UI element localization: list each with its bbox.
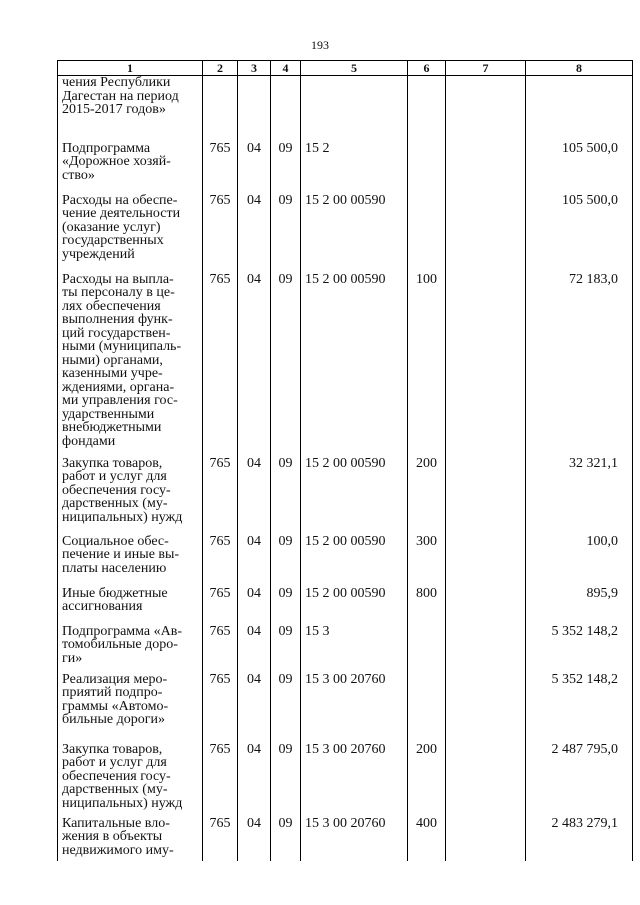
section-code: 04 [238, 743, 271, 817]
amount: 2 483 279,1 [526, 817, 633, 861]
subsection-code: 09 [271, 457, 301, 535]
section-code [238, 76, 271, 142]
expense-type-code [408, 76, 446, 142]
description-line: Дагестан на период [62, 88, 179, 104]
subsection-code: 09 [271, 673, 301, 743]
description-line: ми управления гос- [62, 393, 178, 408]
ministry-code: 765 [203, 743, 238, 817]
ministry-code: 765 [203, 535, 238, 587]
row-description [58, 817, 203, 861]
amount: 32 321,1 [526, 457, 633, 535]
target-article-code: 15 3 00 20760 [301, 743, 408, 817]
section-code: 04 [238, 817, 271, 861]
target-article-code: 15 3 [301, 625, 408, 673]
description-line: ство» [62, 167, 95, 183]
column-7-value [446, 457, 526, 535]
row-description [58, 194, 203, 273]
table-row [58, 76, 633, 142]
column-7-value [446, 817, 526, 861]
section-code: 04 [238, 535, 271, 587]
expense-type-code [408, 194, 446, 273]
subsection-code: 09 [271, 535, 301, 587]
description-line: обеспечения госу- [62, 768, 171, 784]
expense-type-code [408, 142, 446, 194]
description-line: Реализация меро- [62, 671, 168, 687]
column-header: 3 [238, 61, 271, 76]
ministry-code: 765 [203, 625, 238, 673]
description-line: государственных [62, 233, 164, 248]
description-line: ций государствен- [62, 325, 171, 341]
subsection-code: 09 [271, 587, 301, 625]
description-line: Подпрограмма «Ав- [62, 623, 182, 639]
row-description [58, 673, 203, 743]
description-line: томобильные доро- [62, 637, 178, 652]
row-description [58, 457, 203, 535]
amount: 105 500,0 [526, 142, 633, 194]
description-line: лях обеспечения [62, 298, 161, 314]
amount [526, 76, 633, 142]
column-7-value [446, 273, 526, 457]
target-article-code: 15 2 00 00590 [301, 273, 408, 457]
description-line: ниципальных) нужд [62, 509, 183, 525]
description-line: жения в объекты [62, 829, 163, 844]
row-description [58, 142, 203, 194]
description-line: «Дорожное хозяй- [62, 154, 171, 169]
subsection-code [271, 76, 301, 142]
target-article-code [301, 76, 408, 142]
description-line: недвижимого иму- [62, 842, 174, 858]
description-line: выполнения функ- [62, 312, 173, 327]
description-line: дарственных (му- [62, 496, 168, 511]
table-row [58, 142, 633, 194]
amount: 5 352 148,2 [526, 673, 633, 743]
expense-type-code: 300 [408, 535, 446, 587]
table-row [58, 273, 633, 457]
description-line: ты персоналу в це- [62, 285, 175, 300]
section-code: 04 [238, 673, 271, 743]
subsection-code: 09 [271, 142, 301, 194]
subsection-code: 09 [271, 625, 301, 673]
target-article-code: 15 2 00 00590 [301, 587, 408, 625]
table-row [58, 817, 633, 861]
description-line: ниципальных) нужд [62, 795, 183, 811]
description-line: работ и услуг для [62, 469, 167, 484]
amount: 5 352 148,2 [526, 625, 633, 673]
column-header: 5 [301, 61, 408, 76]
table-row [58, 194, 633, 273]
row-description [58, 625, 203, 673]
expense-type-code: 100 [408, 273, 446, 457]
subsection-code: 09 [271, 194, 301, 273]
description-line: бильные дороги» [62, 712, 165, 727]
table-row [58, 535, 633, 587]
description-line: ными) органами, [62, 352, 163, 368]
table-row [58, 673, 633, 743]
description-line: приятий подпро- [62, 685, 163, 700]
budget-table [57, 60, 633, 861]
expense-type-code [408, 673, 446, 743]
target-article-code: 15 3 00 20760 [301, 673, 408, 743]
description-line: печение и иные вы- [62, 547, 180, 562]
description-line: Расходы на выпла- [62, 271, 174, 287]
table-row [58, 625, 633, 673]
description-line: граммы «Автомо- [62, 698, 169, 714]
target-article-code: 15 2 00 00590 [301, 535, 408, 587]
row-description [58, 273, 203, 457]
ministry-code: 765 [203, 673, 238, 743]
description-line: чения Республики [62, 75, 171, 90]
description-line: Подпрограмма [62, 140, 151, 156]
target-article-code: 15 2 00 00590 [301, 457, 408, 535]
description-line: платы населению [62, 560, 167, 576]
ministry-code: 765 [203, 457, 238, 535]
column-header: 4 [271, 61, 301, 76]
ministry-code: 765 [203, 817, 238, 861]
description-line: Социальное обес- [62, 533, 169, 549]
table-row [58, 743, 633, 817]
section-code: 04 [238, 625, 271, 673]
subsection-code: 09 [271, 743, 301, 817]
description-line: чение деятельности [62, 206, 181, 221]
description-line: Закупка товаров, [62, 741, 163, 757]
description-line: (оказание услуг) [62, 219, 161, 235]
row-description [58, 76, 203, 142]
amount: 100,0 [526, 535, 633, 587]
column-7-value [446, 535, 526, 587]
subsection-code: 09 [271, 273, 301, 457]
table-row [58, 457, 633, 535]
header-row [58, 61, 633, 76]
description-line: ждениями, органа- [62, 379, 175, 395]
amount: 2 487 795,0 [526, 743, 633, 817]
target-article-code: 15 2 [301, 142, 408, 194]
expense-type-code: 800 [408, 587, 446, 625]
column-7-value [446, 76, 526, 142]
description-line: работ и услуг для [62, 755, 167, 770]
table-body [58, 76, 633, 861]
description-line: ги» [62, 650, 83, 666]
row-description [58, 587, 203, 625]
amount: 105 500,0 [526, 194, 633, 273]
description-line: ными (муниципаль- [62, 339, 182, 354]
section-code: 04 [238, 273, 271, 457]
ministry-code: 765 [203, 273, 238, 457]
column-7-value [446, 743, 526, 817]
row-description [58, 743, 203, 817]
ministry-code [203, 76, 238, 142]
column-header: 8 [526, 61, 633, 76]
description-line: внебюджетными [62, 420, 162, 435]
description-line: ассигнования [62, 599, 143, 614]
subsection-code: 09 [271, 817, 301, 861]
section-code: 04 [238, 587, 271, 625]
ministry-code: 765 [203, 142, 238, 194]
description-line: Капитальные вло- [62, 815, 170, 831]
page-number: 193 [311, 38, 329, 52]
description-line: фондами [62, 433, 116, 449]
column-header: 2 [203, 61, 238, 76]
column-7-value [446, 625, 526, 673]
target-article-code: 15 2 00 00590 [301, 194, 408, 273]
ministry-code: 765 [203, 587, 238, 625]
description-line: казенными учре- [62, 366, 163, 381]
amount: 895,9 [526, 587, 633, 625]
description-line: Закупка товаров, [62, 455, 163, 471]
expense-type-code: 400 [408, 817, 446, 861]
description-line: 2015-2017 годов» [62, 102, 166, 117]
column-7-value [446, 142, 526, 194]
ministry-code: 765 [203, 194, 238, 273]
column-7-value [446, 194, 526, 273]
section-code: 04 [238, 194, 271, 273]
table-row [58, 587, 633, 625]
column-header: 6 [408, 61, 446, 76]
expense-type-code: 200 [408, 457, 446, 535]
column-7-value [446, 673, 526, 743]
expense-type-code: 200 [408, 743, 446, 817]
row-description [58, 535, 203, 587]
column-7-value [446, 587, 526, 625]
section-code: 04 [238, 142, 271, 194]
expense-type-code [408, 625, 446, 673]
column-header: 7 [446, 61, 526, 76]
description-line: учреждений [62, 246, 135, 262]
description-line: Иные бюджетные [62, 585, 168, 601]
description-line: Расходы на обеспе- [62, 192, 178, 208]
section-code: 04 [238, 457, 271, 535]
description-line: дарственных (му- [62, 782, 168, 797]
amount: 72 183,0 [526, 273, 633, 457]
column-header: 1 [58, 61, 203, 76]
description-line: ударственными [62, 406, 155, 422]
target-article-code: 15 3 00 20760 [301, 817, 408, 861]
description-line: обеспечения госу- [62, 482, 171, 498]
